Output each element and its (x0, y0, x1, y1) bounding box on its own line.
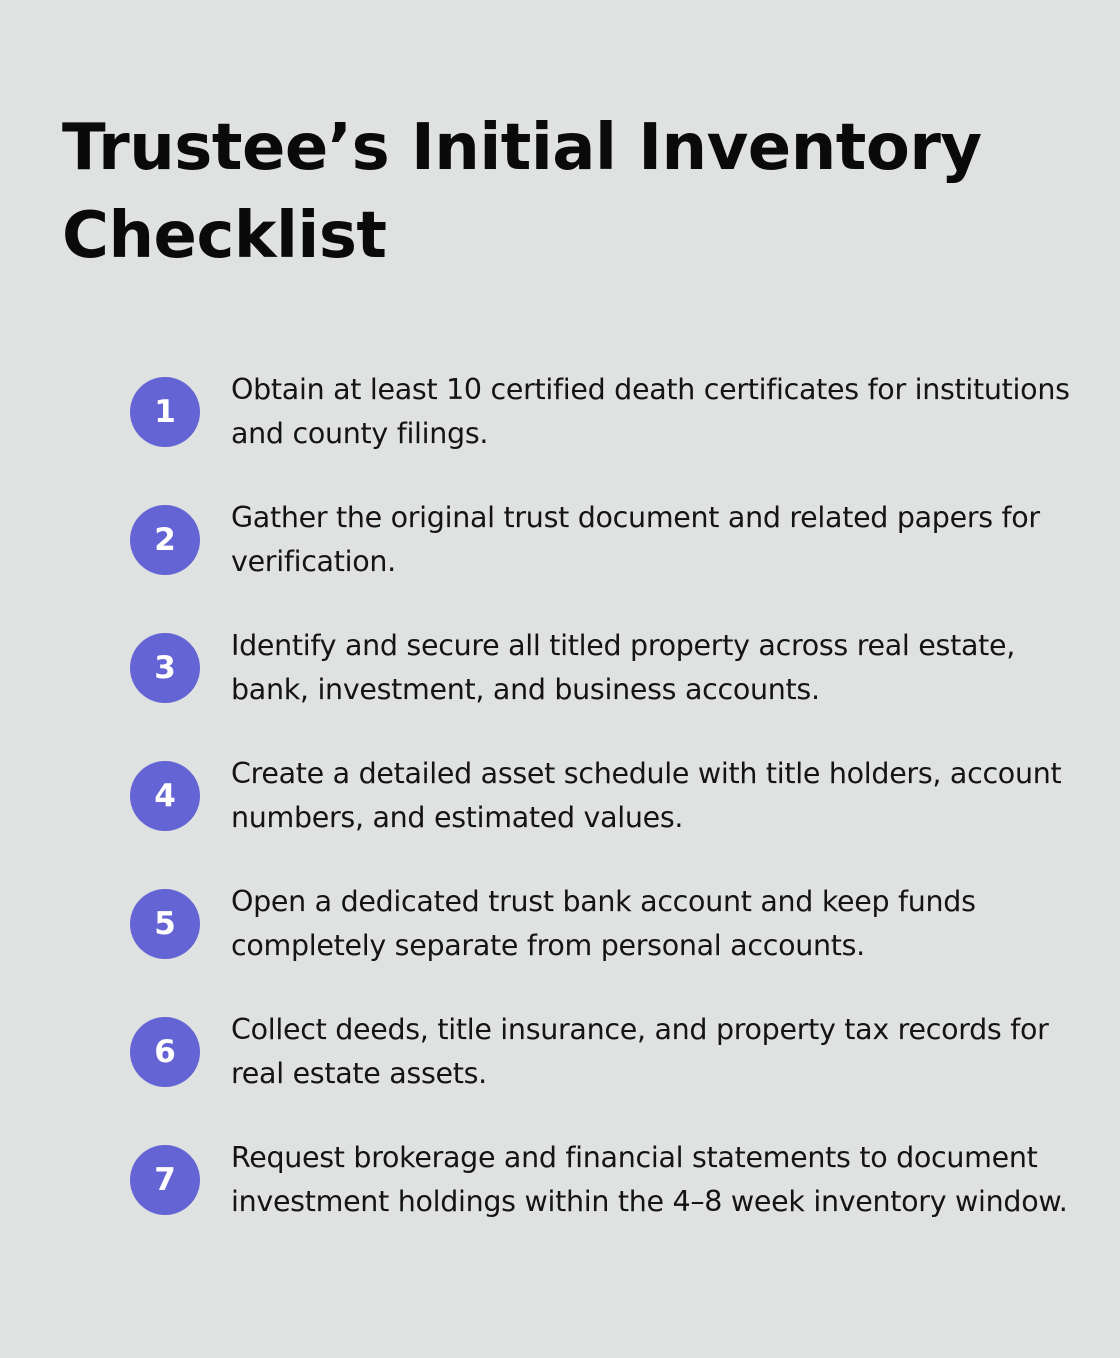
checklist-item-1 (130, 368, 1090, 456)
checklist-item-6 (130, 1008, 1090, 1096)
step-number-badge: 2 (130, 505, 200, 575)
checklist-item-text: Collect deeds, title insurance, and property tax records for real estate assets. (231, 1013, 1049, 1090)
step-number-badge: 7 (130, 1145, 200, 1215)
checklist-item-2 (130, 496, 1090, 584)
checklist-item-5 (130, 880, 1090, 968)
checklist-item-text: Obtain at least 10 certified death certificates for institutions and county filings. (231, 373, 1070, 450)
checklist-item-4 (130, 752, 1090, 840)
checklist-item-text: Open a dedicated trust bank account and keep funds completely separate from personal accounts. (231, 885, 976, 962)
checklist-item-text: Request brokerage and financial statements to document investment holdings within the 4–8 week inventory window. (231, 1141, 1068, 1218)
step-number-badge: 1 (130, 377, 200, 447)
checklist-item-7 (130, 1136, 1090, 1224)
checklist-item-text: Gather the original trust document and related papers for verification. (231, 501, 1040, 578)
step-number-badge: 6 (130, 1017, 200, 1087)
checklist-item-text: Create a detailed asset schedule with title holders, account numbers, and estimated values. (231, 757, 1062, 834)
step-number-badge: 5 (130, 889, 200, 959)
step-number-badge: 3 (130, 633, 200, 703)
page-title: Trustee’s Initial Inventory Checklist (62, 111, 982, 273)
checklist-item-text: Identify and secure all titled property across real estate, bank, investment, and business accounts. (231, 629, 1015, 706)
checklist-item-3 (130, 624, 1090, 712)
step-number-badge: 4 (130, 761, 200, 831)
